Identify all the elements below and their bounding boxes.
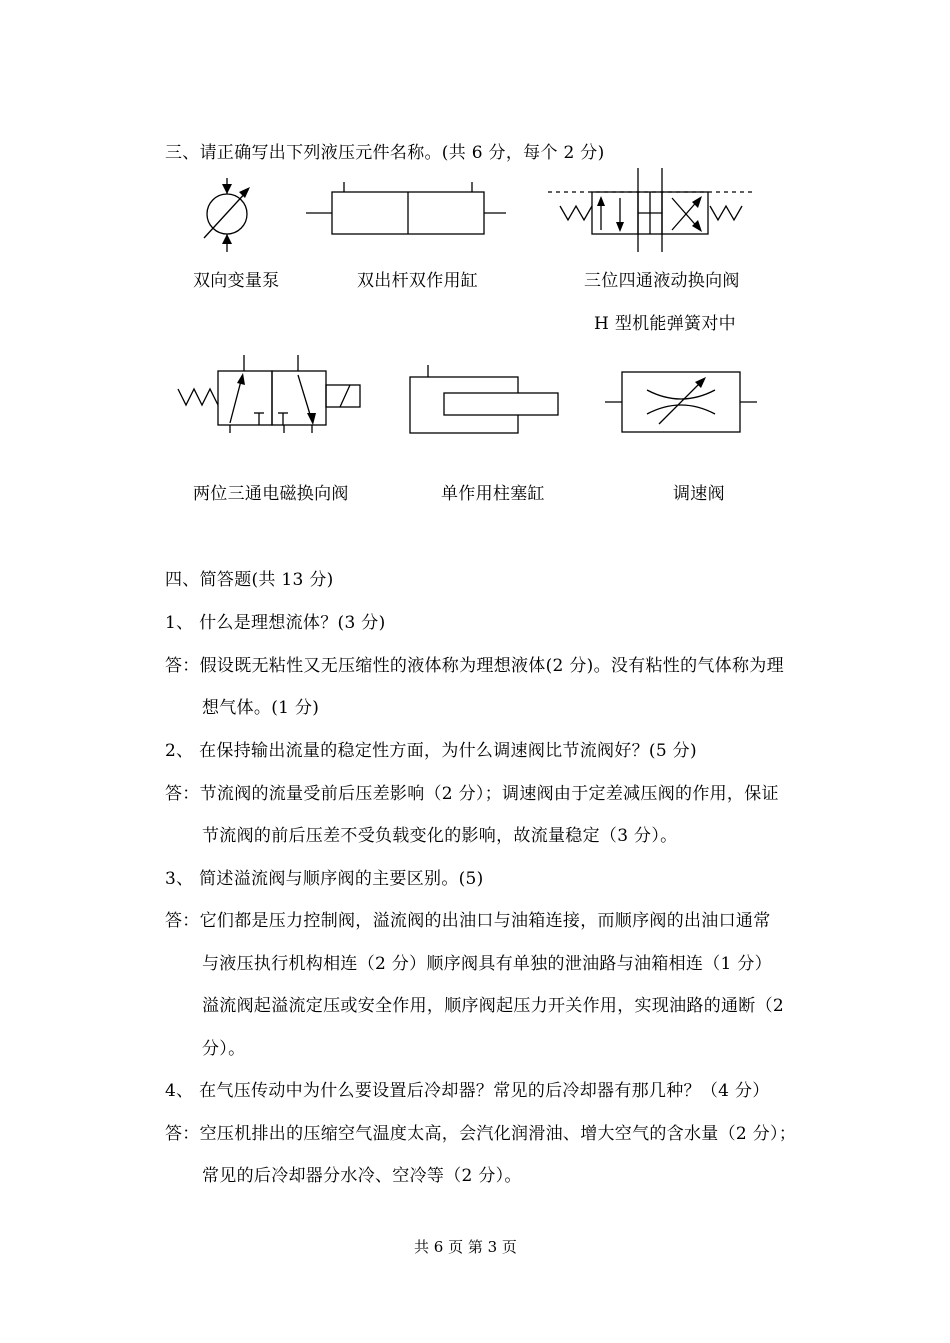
answer-3-line-1: 答：它们都是压力控制阀，溢流阀的出油口与油箱连接，而顺序阀的出油口通常 [165,911,771,931]
symbol-name: 两位三通电磁换向阀 [193,484,349,504]
answer-1-line-2: 想气体。(1 分) [202,698,320,718]
two-position-three-way-solenoid-valve-icon [178,355,364,435]
symbol-name: 单作用柱塞缸 [441,484,545,504]
answer-4-line-2: 常见的后冷却器分水冷、空冷等（2 分）。 [202,1166,522,1186]
symbol-name: 双向变量泵 [193,271,280,291]
symbol-name: 三位四通液动换向阀 [584,271,740,291]
symbol-name-line2: H 型机能弹簧对中 [594,314,736,334]
answer-3-line-3: 溢流阀起溢流定压或安全作用，顺序阀起压力开关作用，实现油路的通断（2 [202,996,785,1016]
three-position-four-way-hydraulic-valve-icon [548,168,758,252]
answer-2-line-1: 答：节流阀的流量受前后压差影响（2 分）；调速阀由于定差减压阀的作用，保证 [165,784,779,804]
question-2: 2、 在保持输出流量的稳定性方面，为什么调速阀比节流阀好？(5 分) [165,741,697,761]
speed-control-valve-icon [605,370,757,436]
question-3: 3、 简述溢流阀与顺序阀的主要区别。(5) [165,869,484,889]
single-acting-plunger-cylinder-icon [408,363,562,435]
answer-4-line-1: 答：空压机排出的压缩空气温度太高，会汽化润滑油、增大空气的含水量（2 分）； [165,1124,797,1144]
answer-1-line-1: 答：假设既无粘性又无压缩性的液体称为理想液体(2 分)。没有粘性的气体称为理 [165,656,784,676]
section3-heading: 三、请正确写出下列液压元件名称。(共 6 分，每个 2 分) [165,143,605,163]
symbol-name: 双出杆双作用缸 [357,271,479,291]
answer-2-line-2: 节流阀的前后压差不受负载变化的影响，故流量稳定（3 分）。 [202,826,678,846]
page-footer: 共 6 页 第 3 页 [414,1238,517,1256]
symbol-name: 调速阀 [673,484,725,504]
answer-3-line-4: 分）。 [202,1039,246,1059]
double-rod-double-acting-cylinder-icon [306,180,508,236]
bidirectional-variable-pump-icon [200,178,256,254]
question-4: 4、 在气压传动中为什么要设置后冷却器？常见的后冷却器有那几种？（4 分） [165,1081,770,1101]
question-1: 1、 什么是理想流体？(3 分) [165,613,386,633]
section4-heading: 四、简答题(共 13 分) [165,570,334,590]
answer-3-line-2: 与液压执行机构相连（2 分）顺序阀具有单独的泄油路与油箱相连（1 分） [202,954,772,974]
